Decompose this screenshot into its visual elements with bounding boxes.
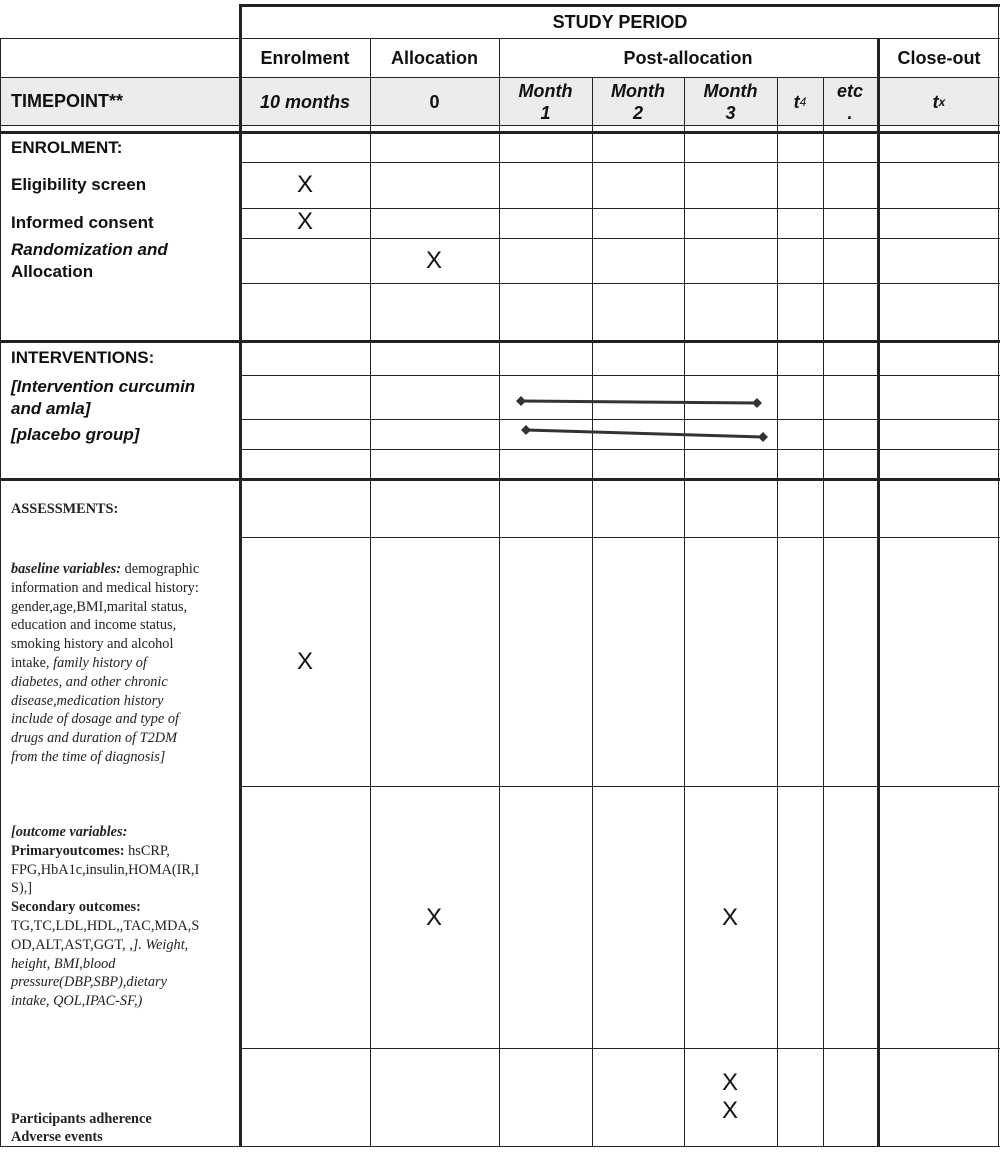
text-line <box>11 748 237 767</box>
text-line <box>11 710 237 729</box>
month2-number: 2 <box>632 102 643 123</box>
text-run: intake, QOL,IPAC-SF,) <box>11 993 143 1010</box>
text-run: education and income status, <box>11 617 177 634</box>
assessments-section-heading: ASSESSMENTS: <box>11 501 119 517</box>
study-period-header: STUDY PERIOD <box>552 12 688 32</box>
text-line <box>11 823 237 842</box>
text-line <box>11 598 237 617</box>
timepoint-t4 <box>777 78 823 125</box>
text-run: hsCRP, <box>124 842 170 859</box>
col-divider <box>239 4 242 1147</box>
placebo-span-end-diamond <box>758 432 768 442</box>
enrolment-section-heading: ENROLMENT: <box>11 138 123 157</box>
timepoint-etc <box>823 78 877 125</box>
text-run: family history of <box>53 654 147 671</box>
text-line <box>11 673 237 692</box>
text-line <box>11 654 237 673</box>
col-divider <box>499 38 500 1147</box>
text-run: Primaryoutcomes: <box>11 842 125 859</box>
placebo-group-label: [placebo group] <box>11 425 140 444</box>
placebo-span-start-diamond <box>521 425 531 435</box>
rule <box>0 478 1000 481</box>
interventions-section-heading: INTERVENTIONS: <box>11 348 155 367</box>
adverse-events-label: Adverse events <box>11 1129 103 1145</box>
text-run: Secondary outcomes: <box>11 899 141 916</box>
rule <box>240 1048 1000 1049</box>
intervention-curcumin-label-line2: and amla] <box>11 399 91 418</box>
month1-number: 1 <box>540 102 551 123</box>
rule <box>240 283 1000 284</box>
randomization-label-line1: Randomization and <box>11 240 168 259</box>
placebo-span-line <box>526 430 763 437</box>
intervention-curcumin-label-line1: [Intervention curcumin <box>11 377 196 396</box>
post-allocation-header: Post-allocation <box>623 47 753 68</box>
text-run: [outcome variables: <box>11 824 128 840</box>
text-run: from the time of diagnosis] <box>11 748 166 765</box>
tx-base: t <box>932 91 939 112</box>
mark-outcome-month3: X <box>721 904 738 931</box>
timepoint-enrolment: 10 months <box>259 91 351 112</box>
text-run: FPG,HbA1c,insulin,HOMA(IR,I <box>11 861 200 878</box>
col-divider <box>592 78 593 1147</box>
text-run: S),] <box>11 880 33 897</box>
curcumin-span <box>516 396 762 408</box>
curcumin-span-start-diamond <box>516 396 526 406</box>
rule <box>240 449 1000 450</box>
tx-sub: x <box>938 94 946 109</box>
timepoint-month1 <box>499 78 592 125</box>
text-line <box>11 973 237 992</box>
timepoint-label: TIMEPOINT** <box>11 91 124 111</box>
curcumin-span-end-diamond <box>752 398 762 408</box>
etc-label: etc <box>836 80 863 101</box>
timepoint-tx <box>878 78 1000 125</box>
text-line <box>11 992 237 1011</box>
rule <box>240 375 1000 376</box>
rule <box>240 208 1000 209</box>
text-line <box>11 616 237 635</box>
mark-outcome-allocation: X <box>425 904 442 931</box>
text-line <box>11 729 237 748</box>
enrolment-header: Enrolment <box>260 47 350 68</box>
text-run: diabetes, and other chronic <box>11 673 168 690</box>
text-line <box>11 879 237 898</box>
rule <box>240 786 1000 787</box>
timepoint-month2 <box>592 78 684 125</box>
text-line <box>11 917 237 936</box>
col-divider <box>684 78 685 1147</box>
text-line <box>11 955 237 974</box>
rule <box>240 537 1000 538</box>
text-run: OD,ALT,AST,GGT, , <box>11 936 133 953</box>
curcumin-span-line <box>521 401 757 403</box>
participants-adherence-label: Participants adherence <box>11 1111 152 1127</box>
text-run: pressure(DBP,SBP),dietary <box>11 974 167 991</box>
text-run: drugs and duration of T2DM <box>11 730 178 747</box>
mark-adverse-month3: X <box>721 1097 738 1124</box>
rule <box>240 238 1000 239</box>
text-run: information and medical history: <box>11 579 199 596</box>
mark-eligibility-enrolment: X <box>296 171 313 198</box>
text-run: TG,TC,LDL,HDL,,TAC,MDA,S <box>11 917 200 934</box>
month3-number: 3 <box>725 102 736 123</box>
text-line <box>11 898 237 917</box>
mark-randomization-allocation: X <box>425 247 442 274</box>
text-run: demographic <box>121 561 200 577</box>
col-divider <box>777 78 778 1147</box>
text-line <box>11 579 237 598</box>
text-line <box>11 692 237 711</box>
mark-consent-enrolment: X <box>296 208 313 235</box>
text-line <box>11 936 237 955</box>
text-line <box>11 560 237 579</box>
rule <box>0 125 1000 126</box>
rule <box>0 131 1000 134</box>
text-line <box>11 635 237 654</box>
allocation-header: Allocation <box>390 47 478 68</box>
col-divider <box>877 38 880 1147</box>
etc-dot: . <box>847 102 853 123</box>
randomization-label-line2: Allocation <box>11 262 94 281</box>
text-run: ]. Weight, <box>132 936 189 953</box>
text-run: intake, <box>11 654 54 671</box>
col-divider <box>823 78 824 1147</box>
baseline-variables-text <box>11 560 237 767</box>
t4-sub: 4 <box>799 94 807 109</box>
eligibility-screen-label: Eligibility screen <box>11 175 147 194</box>
rule <box>240 419 1000 420</box>
month2-label: Month <box>611 80 665 101</box>
month3-label: Month <box>703 80 758 101</box>
rule <box>0 340 1000 343</box>
timepoint-month3 <box>684 78 777 125</box>
right-border <box>998 4 999 1147</box>
t4-base: t <box>793 91 800 112</box>
close-out-header: Close-out <box>897 47 981 68</box>
text-run: disease,medication history <box>11 692 164 709</box>
text-run: smoking history and alcohol <box>11 636 174 653</box>
timepoint-allocation: 0 <box>429 91 440 112</box>
text-line <box>11 842 237 861</box>
col-divider <box>370 38 371 1147</box>
outcome-variables-text <box>11 823 237 1011</box>
placebo-span <box>521 425 768 442</box>
text-run: gender,age,BMI,marital status, <box>11 598 188 615</box>
left-border <box>0 38 1 1147</box>
bottom-border <box>0 1146 1000 1147</box>
rule <box>240 162 1000 163</box>
informed-consent-label: Informed consent <box>11 213 154 232</box>
text-run: baseline variables: <box>11 561 121 577</box>
text-run: height, BMI,blood <box>11 955 116 972</box>
mark-adherence-month3: X <box>721 1069 738 1096</box>
mark-baseline-enrolment: X <box>296 648 313 675</box>
text-run: include of dosage and type of <box>11 711 179 728</box>
text-line <box>11 861 237 880</box>
month1-label: Month <box>518 80 573 101</box>
